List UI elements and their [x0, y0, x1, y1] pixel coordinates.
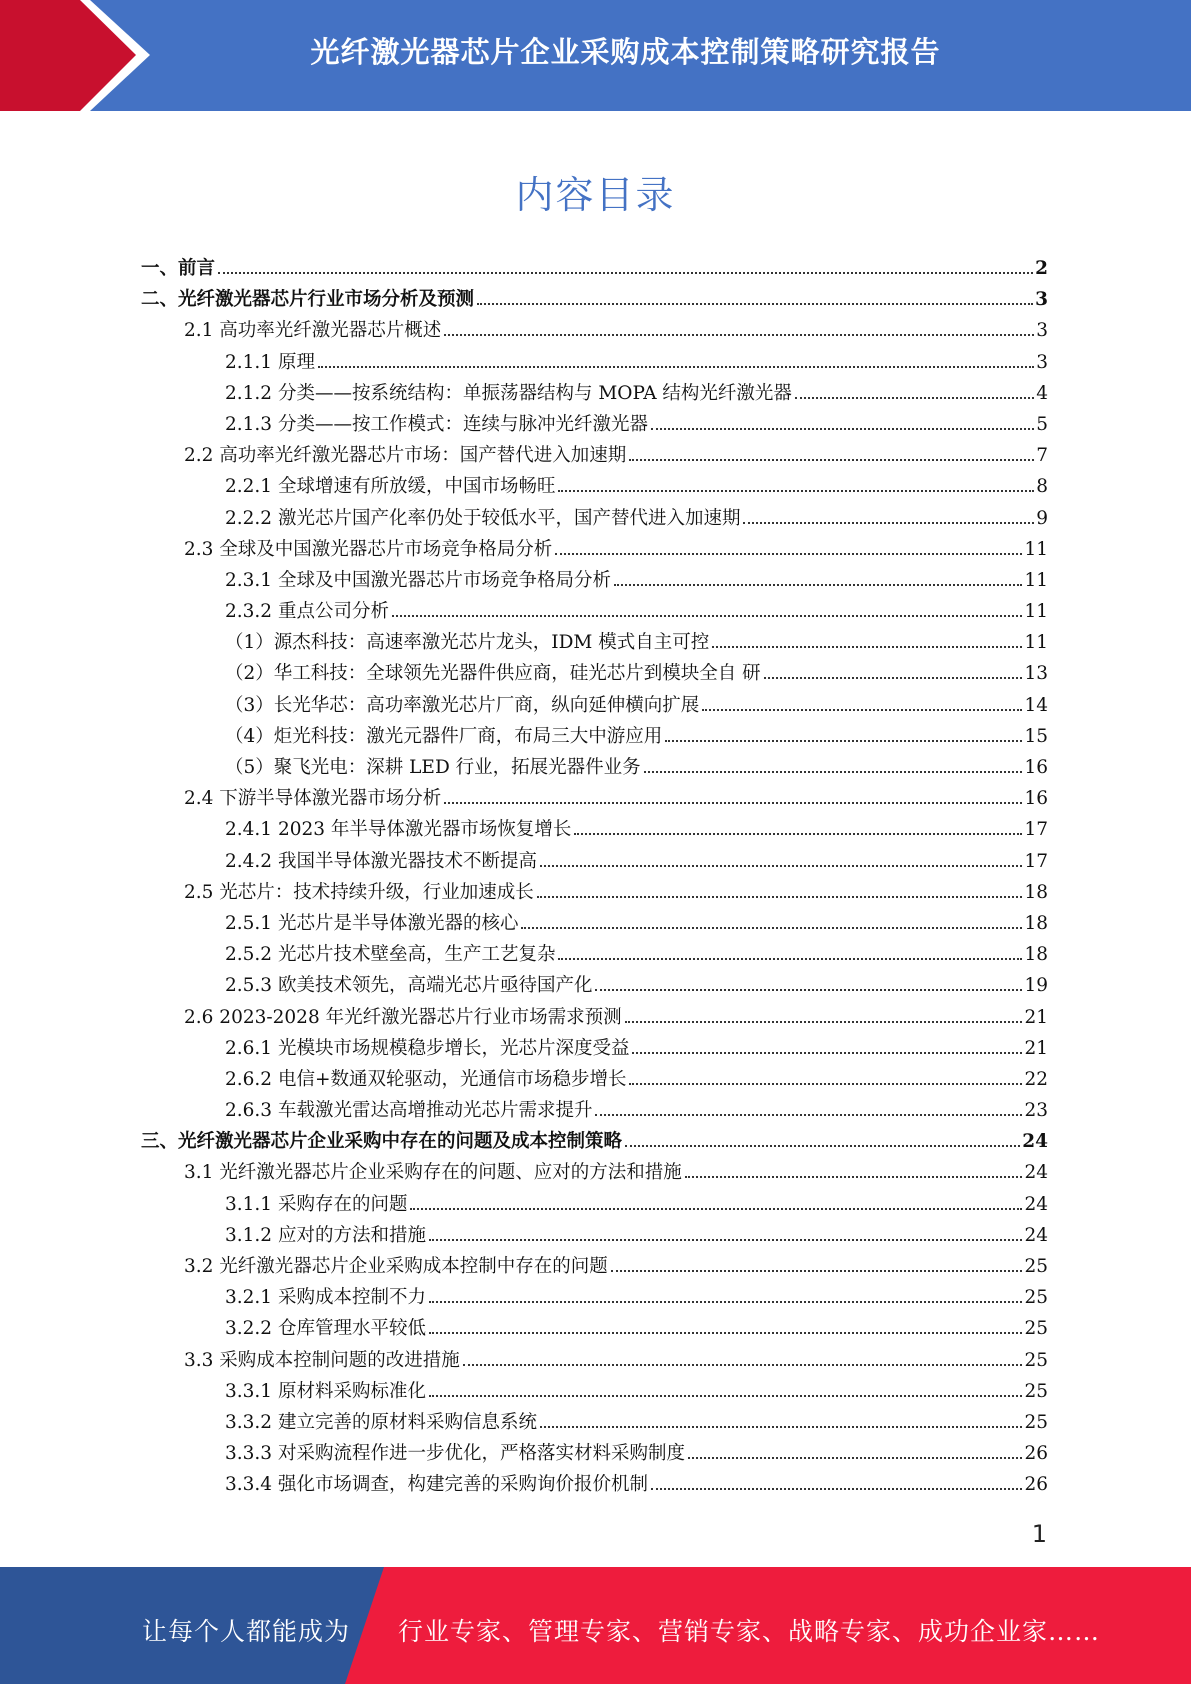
- page-number: 1: [1031, 1520, 1047, 1548]
- toc-entry-title: 3.3.1 原材料采购标准化: [225, 1380, 426, 1402]
- toc-entry[interactable]: [141, 909, 1048, 940]
- toc-entry-page: 23: [1024, 1100, 1048, 1122]
- toc-entry[interactable]: [141, 1127, 1048, 1158]
- toc-entry-page: 25: [1024, 1256, 1048, 1277]
- toc-entry[interactable]: [141, 1283, 1048, 1314]
- toc-entry[interactable]: [141, 472, 1048, 503]
- toc-dot-leader: [574, 833, 1022, 835]
- footer-slogan-right: 行业专家、管理专家、营销专家、战略专家、成功企业家……: [398, 1617, 1101, 1646]
- toc-entry-page: 11: [1024, 601, 1048, 623]
- toc-entry-title: 2.1 高功率光纤激光器芯片概述: [184, 320, 442, 342]
- toc-entry-page: 25: [1024, 1380, 1048, 1402]
- toc-entry-page: 3: [1035, 289, 1048, 311]
- toc-dot-leader: [625, 1021, 1023, 1023]
- toc-dot-leader: [644, 771, 1023, 773]
- toc-entry-page: 25: [1024, 1318, 1048, 1340]
- toc-dot-leader: [595, 1114, 1022, 1116]
- toc-entry[interactable]: [141, 1096, 1048, 1127]
- toc-dot-leader: [651, 428, 1034, 430]
- table-of-contents: [141, 254, 1048, 1502]
- toc-entry-page: 11: [1024, 632, 1048, 654]
- toc-entry[interactable]: [141, 1314, 1048, 1345]
- toc-dot-leader: [429, 1332, 1022, 1334]
- toc-dot-leader: [392, 615, 1022, 617]
- toc-entry[interactable]: [141, 1065, 1048, 1096]
- toc-entry-title: 3.2.2 仓库管理水平较低: [225, 1318, 426, 1340]
- toc-entry-title: 3.1 光纤激光器芯片企业采购存在的问题、应对的方法和措施: [184, 1162, 682, 1184]
- toc-dot-leader: [521, 927, 1022, 929]
- toc-entry-title: 3.1.1 采购存在的问题: [225, 1193, 408, 1215]
- toc-entry-page: 16: [1024, 788, 1048, 810]
- toc-entry[interactable]: [141, 971, 1048, 1002]
- toc-dot-leader: [429, 1301, 1022, 1303]
- toc-entry-page: 24: [1024, 1193, 1048, 1215]
- toc-dot-leader: [614, 584, 1022, 586]
- toc-entry[interactable]: [141, 1408, 1048, 1439]
- toc-entry-page: 26: [1024, 1474, 1048, 1496]
- toc-entry[interactable]: [141, 815, 1048, 846]
- toc-entry-page: 5: [1036, 413, 1048, 435]
- toc-entry-page: 3: [1036, 320, 1048, 342]
- toc-entry-page: 21: [1024, 1037, 1048, 1059]
- toc-entry-page: 24: [1024, 1224, 1048, 1246]
- toc-dot-leader: [540, 865, 1022, 867]
- toc-entry-title: 2.1.1 原理: [225, 351, 315, 373]
- toc-dot-leader: [444, 334, 1034, 336]
- toc-entry-title: 3.2 光纤激光器芯片企业采购成本控制中存在的问题: [184, 1256, 608, 1277]
- toc-dot-leader: [429, 1395, 1022, 1397]
- toc-entry-title: 3.2.1 采购成本控制不力: [225, 1287, 426, 1309]
- toc-dot-leader: [629, 1083, 1022, 1085]
- toc-entry[interactable]: [141, 1158, 1048, 1189]
- toc-entry-title: 3.3.2 建立完善的原材料采购信息系统: [225, 1411, 537, 1433]
- toc-dot-leader: [632, 1052, 1022, 1054]
- toc-entry-page: 11: [1024, 538, 1048, 560]
- toc-entry[interactable]: [141, 441, 1048, 472]
- toc-dot-leader: [685, 1176, 1023, 1178]
- toc-entry-page: 11: [1024, 569, 1048, 591]
- toc-entry-title: 二、光纤激光器芯片行业市场分析及预测: [141, 289, 475, 311]
- toc-entry[interactable]: [141, 285, 1048, 316]
- toc-dot-leader: [764, 677, 1023, 679]
- toc-entry-title: 3.1.2 应对的方法和措施: [225, 1224, 426, 1246]
- toc-dot-leader: [318, 366, 1034, 368]
- toc-dot-leader: [743, 522, 1034, 524]
- toc-entry-title: 2.4.1 2023 年半导体激光器市场恢复增长: [225, 819, 572, 841]
- toc-dot-leader: [558, 958, 1022, 960]
- toc-entry[interactable]: [141, 1439, 1048, 1470]
- toc-entry-title: 2.1.3 分类——按工作模式：连续与脉冲光纤激光器: [225, 413, 648, 435]
- toc-entry-page: 4: [1036, 382, 1048, 404]
- toc-entry-title: 2.6 2023-2028 年光纤激光器芯片行业市场需求预测: [184, 1006, 622, 1028]
- toc-entry-page: 24: [1024, 1162, 1048, 1184]
- toc-entry-page: 18: [1024, 944, 1048, 966]
- toc-entry[interactable]: [141, 1221, 1048, 1252]
- toc-entry-page: 3: [1036, 351, 1048, 373]
- toc-entry[interactable]: [141, 379, 1048, 410]
- toc-entry-page: 15: [1024, 725, 1048, 747]
- toc-entry-title: （2）华工科技：全球领先光器件供应商，硅光芯片到模块全自 研: [225, 663, 761, 685]
- toc-entry-page: 17: [1024, 819, 1048, 841]
- toc-entry-page: 14: [1024, 694, 1048, 716]
- toc-dot-leader: [651, 1488, 1022, 1490]
- toc-entry-title: 2.3.2 重点公司分析: [225, 601, 389, 623]
- toc-dot-leader: [444, 802, 1022, 804]
- toc-dot-leader: [688, 1457, 1022, 1459]
- toc-dot-leader: [702, 709, 1022, 711]
- toc-entry[interactable]: [141, 659, 1048, 690]
- toc-entry[interactable]: [141, 1377, 1048, 1408]
- toc-entry[interactable]: [141, 753, 1048, 784]
- toc-entry-title: 2.5.2 光芯片技术壁垒高，生产工艺复杂: [225, 944, 556, 966]
- toc-entry[interactable]: [141, 878, 1048, 909]
- toc-dot-leader: [625, 1145, 1020, 1147]
- toc-entry[interactable]: [141, 597, 1048, 628]
- toc-dot-leader: [595, 989, 1022, 991]
- toc-entry[interactable]: [141, 1252, 1048, 1283]
- toc-entry[interactable]: [141, 535, 1048, 566]
- toc-entry-title: 2.6.2 电信+数通双轮驱动，光通信市场稳步增长: [225, 1068, 627, 1090]
- toc-entry-page: 19: [1024, 975, 1048, 997]
- toc-entry-title: （5）聚飞光电：深耕 LED 行业，拓展光器件业务: [225, 757, 641, 778]
- toc-entry-title: 2.5.3 欧美技术领先，高端光芯片亟待国产化: [225, 975, 593, 997]
- toc-entry[interactable]: [141, 348, 1048, 379]
- toc-entry[interactable]: [141, 847, 1048, 878]
- toc-dot-leader: [463, 1364, 1023, 1366]
- toc-entry-title: 3.3.3 对采购流程作进一步优化，严格落实材料采购制度: [225, 1443, 685, 1465]
- toc-entry-title: （4）炬光科技：激光元器件厂商，布局三大中游应用: [225, 725, 663, 747]
- toc-entry-page: 17: [1024, 850, 1048, 872]
- toc-entry-title: 3.3.4 强化市场调查，构建完善的采购询价报价机制: [225, 1474, 648, 1496]
- toc-entry-title: 一、前言: [141, 258, 216, 279]
- toc-entry-page: 16: [1024, 757, 1048, 778]
- toc-entry[interactable]: [141, 1470, 1048, 1501]
- toc-entry-page: 13: [1024, 663, 1048, 685]
- toc-entry-page: 26: [1024, 1443, 1048, 1465]
- toc-entry-page: 24: [1022, 1131, 1048, 1153]
- toc-entry[interactable]: [141, 1346, 1048, 1377]
- toc-entry[interactable]: [141, 784, 1048, 815]
- toc-entry[interactable]: [141, 566, 1048, 597]
- toc-entry-title: （1）源杰科技：高速率激光芯片龙头，IDM 模式自主可控: [225, 632, 710, 654]
- toc-entry[interactable]: [141, 1003, 1048, 1034]
- toc-entry-title: 2.3 全球及中国激光器芯片市场竞争格局分析: [184, 538, 553, 560]
- toc-entry-page: 2: [1035, 258, 1048, 279]
- toc-entry-page: 9: [1036, 507, 1048, 529]
- toc-entry[interactable]: [141, 691, 1048, 722]
- toc-entry[interactable]: [141, 410, 1048, 441]
- toc-entry-title: 2.4.2 我国半导体激光器技术不断提高: [225, 850, 537, 872]
- toc-entry-page: 7: [1036, 445, 1048, 467]
- toc-entry[interactable]: [141, 254, 1048, 285]
- toc-entry-title: 三、光纤激光器芯片企业采购中存在的问题及成本控制策略: [141, 1131, 623, 1153]
- toc-dot-leader: [540, 1426, 1022, 1428]
- toc-entry-title: 2.6.3 车载激光雷达高增推动光芯片需求提升: [225, 1100, 593, 1122]
- toc-dot-leader: [795, 397, 1034, 399]
- toc-entry-page: 25: [1024, 1287, 1048, 1309]
- toc-dot-leader: [555, 553, 1022, 555]
- toc-entry-page: 22: [1024, 1068, 1048, 1090]
- toc-dot-leader: [712, 646, 1022, 648]
- toc-dot-leader: [665, 740, 1022, 742]
- toc-entry[interactable]: [141, 1034, 1048, 1065]
- footer-slogan-left: 让每个人都能成为: [142, 1617, 351, 1646]
- toc-entry[interactable]: [141, 1190, 1048, 1221]
- toc-entry-title: 2.2 高功率光纤激光器芯片市场：国产替代进入加速期: [184, 445, 627, 467]
- toc-dot-leader: [558, 490, 1034, 492]
- toc-entry[interactable]: [141, 504, 1048, 535]
- page-footer: [0, 1567, 1191, 1684]
- toc-entry-title: 2.2.1 全球增速有所放缓，中国市场畅旺: [225, 476, 556, 498]
- toc-entry-title: 2.4 下游半导体激光器市场分析: [184, 788, 442, 810]
- toc-entry-page: 21: [1024, 1006, 1048, 1028]
- toc-entry[interactable]: [141, 628, 1048, 659]
- toc-entry-title: 2.1.2 分类——按系统结构：单振荡器结构与 MOPA 结构光纤激光器: [225, 382, 792, 404]
- page-header: [0, 0, 1191, 111]
- toc-entry-page: 8: [1036, 476, 1048, 498]
- toc-dot-leader: [218, 272, 1033, 274]
- toc-entry-page: 18: [1024, 912, 1048, 934]
- toc-dot-leader: [629, 459, 1034, 461]
- toc-dot-leader: [429, 1239, 1022, 1241]
- toc-heading: 内容目录: [515, 173, 676, 217]
- toc-entry[interactable]: [141, 940, 1048, 971]
- toc-entry-title: 2.6.1 光模块市场规模稳步增长，光芯片深度受益: [225, 1037, 630, 1059]
- toc-dot-leader: [410, 1208, 1022, 1210]
- toc-dot-leader: [611, 1270, 1023, 1272]
- toc-entry-title: 2.2.2 激光芯片国产化率仍处于较低水平，国产替代进入加速期: [225, 507, 741, 529]
- report-title: 光纤激光器芯片企业采购成本控制策略研究报告: [310, 35, 941, 69]
- toc-dot-leader: [477, 303, 1033, 305]
- toc-entry[interactable]: [141, 316, 1048, 347]
- toc-entry-title: （3）长光华芯：高功率激光芯片厂商，纵向延伸横向扩展: [225, 694, 700, 716]
- toc-dot-leader: [537, 896, 1023, 898]
- toc-entry-title: 2.5 光芯片：技术持续升级，行业加速成长: [184, 881, 534, 903]
- toc-entry-page: 25: [1024, 1411, 1048, 1433]
- toc-entry-title: 2.5.1 光芯片是半导体激光器的核心: [225, 912, 519, 934]
- toc-entry-page: 25: [1024, 1349, 1048, 1371]
- toc-entry-page: 18: [1024, 881, 1048, 903]
- toc-entry-title: 2.3.1 全球及中国激光器芯片市场竞争格局分析: [225, 569, 611, 591]
- toc-entry-title: 3.3 采购成本控制问题的改进措施: [184, 1349, 460, 1371]
- toc-entry[interactable]: [141, 722, 1048, 753]
